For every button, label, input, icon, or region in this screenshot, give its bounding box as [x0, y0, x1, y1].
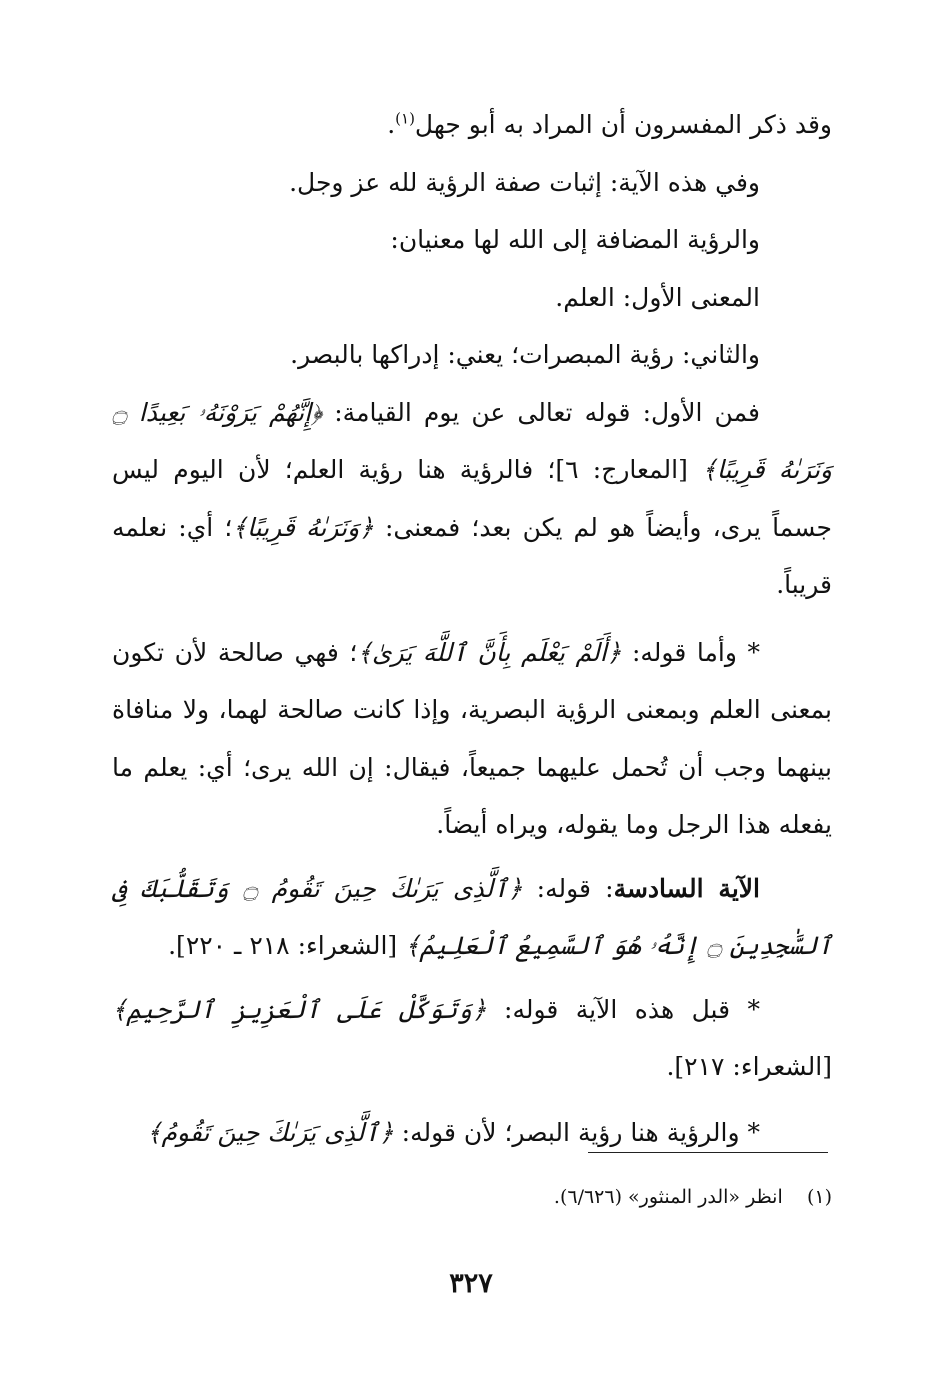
footnote-text: انظر «الدر المنثور» (٦/٦٢٦).	[553, 1186, 783, 1208]
quran-verse: ﴿ٱلَّذِى يَرَىٰكَ حِينَ تَقُومُ﴾	[146, 1117, 394, 1147]
paragraph-text: [الشعراء: ٢١٧].	[666, 1052, 832, 1081]
quran-verse: ﴿إِنَّهُمْ يَرَوْنَهُۥ بَعِيدًا ۝ وَنَرَىٰهُ قَرِيبًا﴾	[112, 397, 832, 484]
footnote-reference: (١)	[395, 109, 415, 128]
paragraph-does-he-not-know	[112, 624, 832, 854]
paragraph-text: [المعارج: ٦]؛ فالرؤية هنا رؤية العلم؛ لأن اليوم ليس جسماً يرى، وأيضاً هو لم يكن بعد؛ فمعنى:	[112, 455, 832, 542]
page-number: ٣٢٧	[449, 1268, 493, 1299]
paragraph-two-meanings: والرؤية المضافة إلى الله لها معنيان:	[390, 225, 760, 254]
paragraph-text: ؛ فهي صالحة لأن تكون بمعنى العلم وبمعنى الرؤية البصرية، وإذا كانت صالحة لهما، ولا منافاة بينهما وجب أن تُحمل عليهما جميعاً، فيقال: إن الله يرى؛ أي: يعلم ما يفعله هذا الرجل وما يقوله، ويراه أيضاً.	[112, 637, 832, 839]
footnote	[300, 1182, 832, 1212]
quran-verse: ﴿وَنَرَىٰهُ قَرِيبًا﴾	[232, 512, 374, 542]
paragraph-before-verse	[112, 981, 832, 1096]
section-heading: الآية السادسة	[613, 873, 760, 903]
paragraph-text: : قوله:	[522, 873, 614, 903]
paragraph-text: ؛ أي: نعلمه قريباً.	[112, 512, 832, 599]
quran-verse: ﴿أَلَمْ يَعْلَم بِأَنَّ ٱللَّهَ يَرَىٰ﴾	[357, 637, 622, 667]
main-text	[112, 96, 832, 1161]
paragraph-second-meaning: والثاني: رؤية المبصرات؛ يعني: إدراكها بالبصر.	[290, 340, 760, 369]
paragraph-sixth-verse	[112, 860, 832, 975]
quran-verse: ﴿وَتَوَكَّلْ عَلَى ٱلْعَزِيزِ ٱلرَّحِيمِ﴾	[112, 994, 487, 1024]
paragraph-text: وقد ذكر المفسرون أن المراد به أبو جهل	[414, 110, 832, 139]
paragraph-affirmation: وفي هذه الآية: إثبات صفة الرؤية لله عز وجل.	[289, 167, 760, 197]
quran-verse: ﴿ٱلَّذِى يَرَىٰكَ حِينَ تَقُومُ ۝ وَتَقَلُّبَكَ فِى ٱلسَّٰجِدِينَ ۝ إِنَّهُۥ هُوَ ٱلسَّمِيعُ ٱلْعَلِيمُ﴾	[112, 873, 832, 960]
footnote-divider	[588, 1152, 828, 1153]
paragraph-text: [الشعراء: ٢١٨ ـ ٢٢٠].	[168, 931, 406, 960]
footnote-number: (١)	[806, 1186, 832, 1208]
paragraph-text: * قبل هذه الآية قوله:	[486, 994, 760, 1024]
paragraph-first-example	[112, 384, 832, 614]
paragraph-text: * وأما قوله:	[621, 637, 760, 667]
paragraph-first-meaning: المعنى الأول: العلم.	[555, 282, 760, 312]
paragraph-text: * والرؤية هنا رؤية البصر؛ لأن قوله:	[393, 1117, 760, 1147]
paragraph-punctuation: .	[387, 110, 396, 139]
paragraph-text: فمن الأول: قوله تعالى عن يوم القيامة:	[322, 397, 760, 427]
paragraph-commentators	[112, 96, 832, 154]
